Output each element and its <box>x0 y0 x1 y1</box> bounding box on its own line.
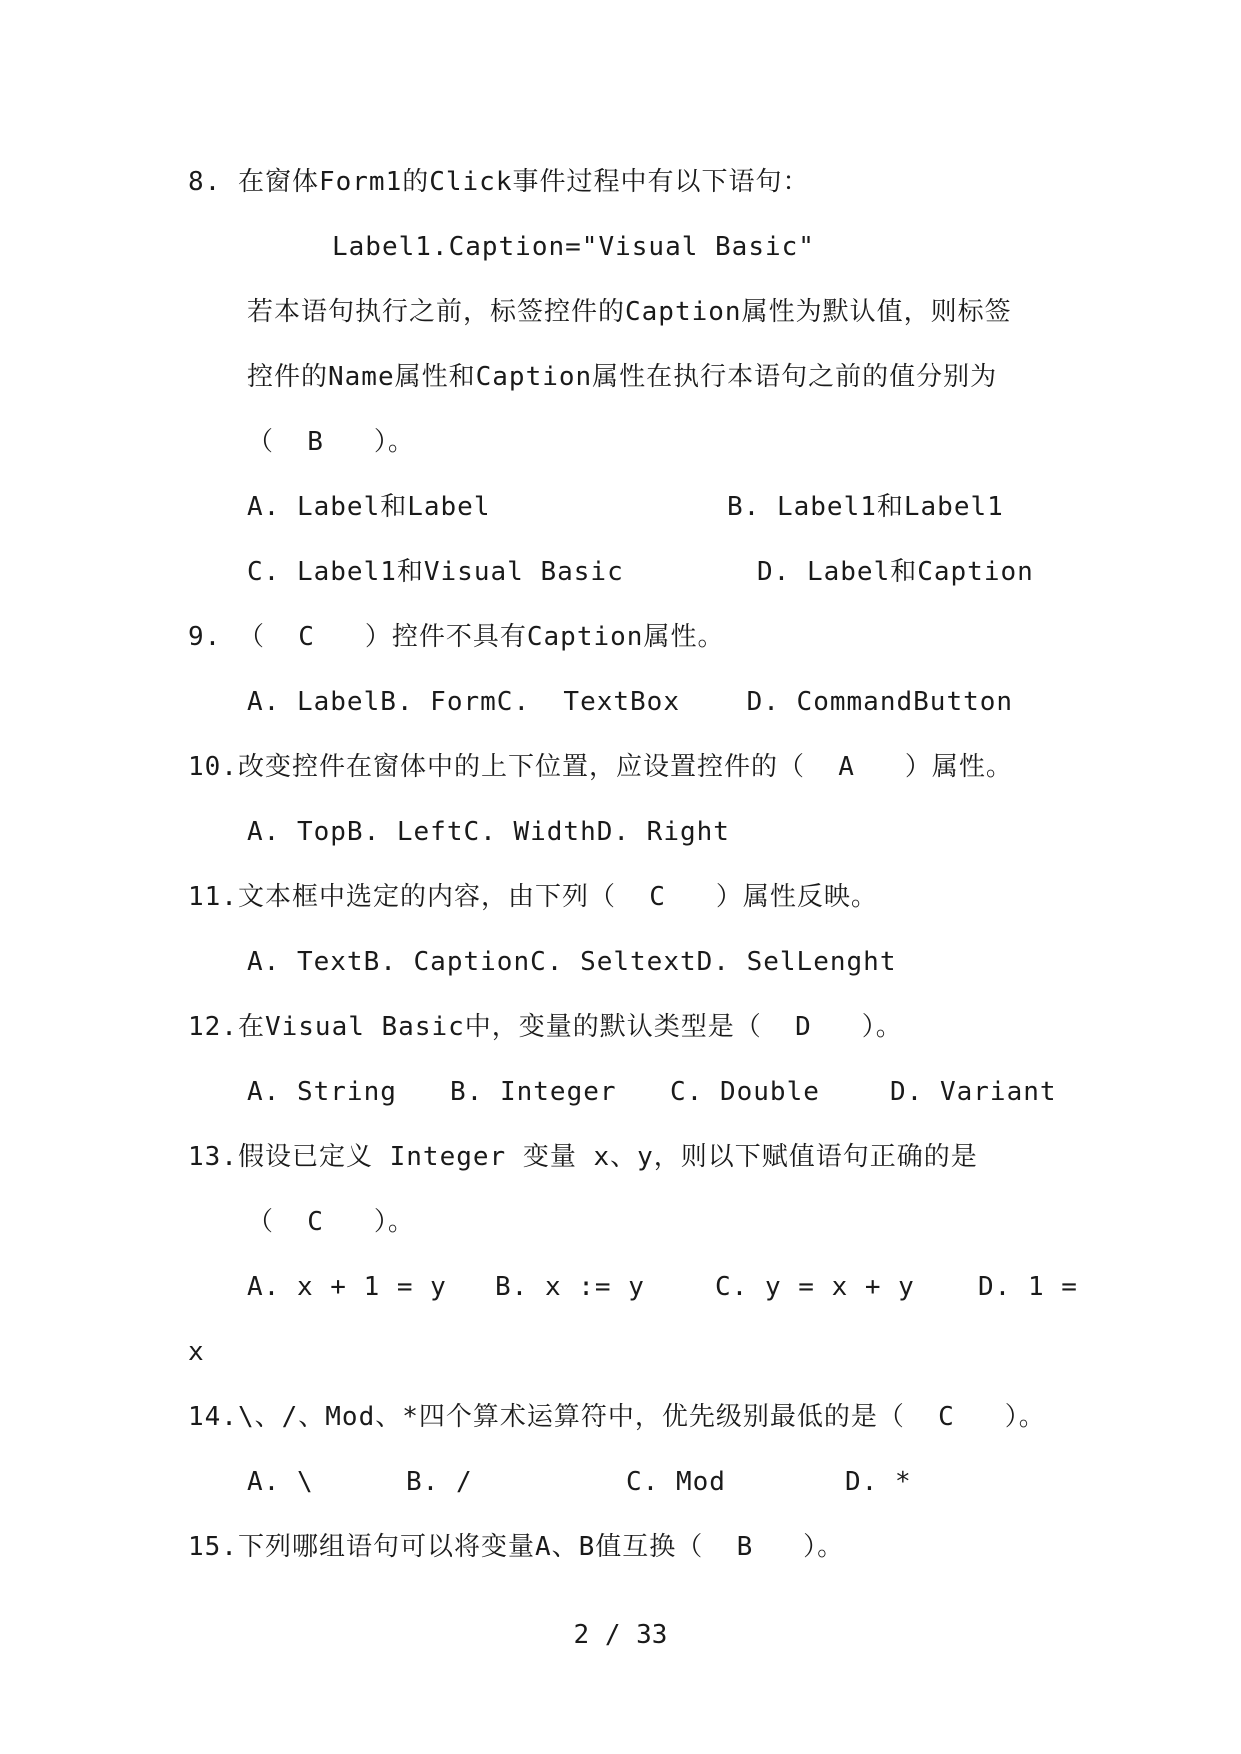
question-12-option-c: C. Double <box>670 1077 820 1107</box>
question-13-option-b: B. x := y <box>495 1272 645 1302</box>
question-12-option-d: D. Variant <box>890 1077 1057 1107</box>
question-13-stem: 13.假设已定义 Integer 变量 x、y，则以下赋值语句正确的是 <box>188 1142 978 1172</box>
question-13-option-c: C. y = x + y <box>715 1272 915 1302</box>
page-number: 2 / 33 <box>573 1620 668 1650</box>
question-8-option-a: A. Label和Label <box>247 492 491 522</box>
question-14-option-d: D. * <box>845 1467 912 1497</box>
question-8-code: Label1.Caption="Visual Basic" <box>332 232 815 262</box>
question-14-option-a: A. \ <box>247 1467 314 1497</box>
question-8-answer: （ B ）。 <box>247 427 415 457</box>
question-15-stem: 15.下列哪组语句可以将变量A、B值互换（ B ）。 <box>188 1532 845 1562</box>
question-8-option-b: B. Label1和Label1 <box>727 492 1004 522</box>
question-13-option-d: D. 1 = <box>978 1272 1078 1302</box>
question-13-wrap: x <box>188 1337 205 1367</box>
question-13-answer: （ C ）。 <box>247 1207 415 1237</box>
question-11-stem: 11.文本框中选定的内容，由下列（ C ）属性反映。 <box>188 882 878 912</box>
question-10-stem: 10.改变控件在窗体中的上下位置，应设置控件的（ A ）属性。 <box>188 752 1013 782</box>
question-13-option-a: A. x + 1 = y <box>247 1272 447 1302</box>
question-8-stem: 8. 在窗体Form1的Click事件过程中有以下语句： <box>188 167 810 197</box>
question-9-options: A. LabelB. FormC. TextBox D. CommandButton <box>247 687 1014 717</box>
question-8-text-line2: 控件的Name属性和Caption属性在执行本语句之前的值分别为 <box>247 362 998 392</box>
question-14-option-c: C. Mod <box>626 1467 726 1497</box>
question-10-options: A. TopB. LeftC. WidthD. Right <box>247 817 730 847</box>
question-12-option-b: B. Integer <box>450 1077 617 1107</box>
question-8-option-c: C. Label1和Visual Basic <box>247 557 624 587</box>
question-12-stem: 12.在Visual Basic中，变量的默认类型是（ D ）。 <box>188 1012 903 1042</box>
question-8-text-line1: 若本语句执行之前，标签控件的Caption属性为默认值，则标签 <box>247 297 1012 327</box>
question-11-options: A. TextB. CaptionC. SeltextD. SelLenght <box>247 947 897 977</box>
question-14-stem: 14.\、/、Mod、*四个算术运算符中，优先级别最低的是（ C ）。 <box>188 1402 1046 1432</box>
question-9-stem: 9. （ C ）控件不具有Caption属性。 <box>188 622 725 652</box>
question-14-option-b: B. / <box>406 1467 473 1497</box>
question-8-option-d: D. Label和Caption <box>757 557 1034 587</box>
question-12-option-a: A. String <box>247 1077 397 1107</box>
